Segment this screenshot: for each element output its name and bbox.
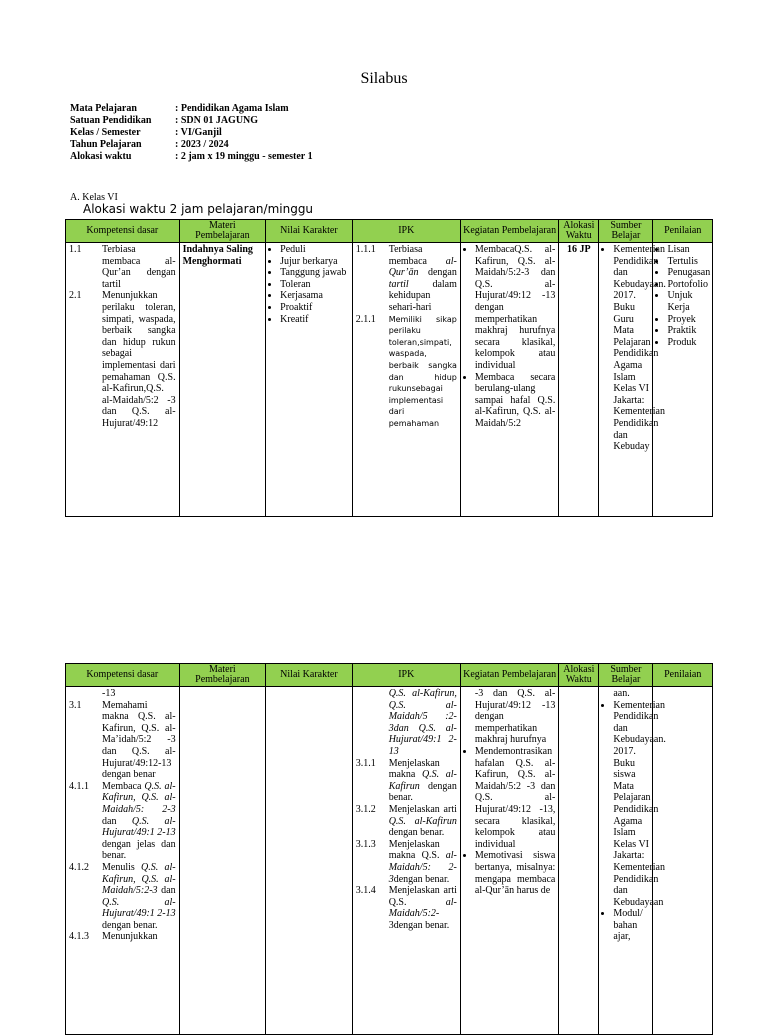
header-nilai-karakter: Nilai Karakter <box>266 664 353 687</box>
section-heading: A. Kelas VI <box>70 192 118 203</box>
ipk-text-part: dengan benar. <box>393 873 450 885</box>
meta-label: Satuan Pendidikan <box>70 115 152 126</box>
ipk-text-part: al-Maidah/5:2- <box>388 896 457 920</box>
kd-text <box>102 862 176 932</box>
cell-kegiatan <box>460 243 558 517</box>
ipk-text-part: al-Maidah/5: 2-3 <box>388 850 457 885</box>
sumber-continuation: aan. <box>613 688 630 699</box>
kd-continuation: -13 <box>102 688 116 699</box>
list-item: • Penugasan <box>667 267 709 279</box>
ipk-item <box>356 758 457 804</box>
header-kompetensi-dasar: Kompetensi dasar <box>66 220 180 243</box>
header-alokasi: Alokasi Waktu <box>559 664 599 687</box>
list-item: • Toleran <box>280 279 349 291</box>
cell-sumber <box>599 243 666 517</box>
kd-item <box>69 700 176 781</box>
ipk-text-part: dengan <box>418 267 457 279</box>
cell-alokasi: 16 JP <box>559 243 599 517</box>
ipk-item <box>356 244 457 314</box>
ipk-number: 3.1.1 <box>355 757 376 769</box>
page-title: Silabus <box>360 70 408 87</box>
kd-text: Terbiasa membaca al-Qur’an dengan tartil <box>102 244 176 290</box>
meta-label: Tahun Pelajaran <box>70 139 142 150</box>
ipk-text-part: Menjelaskan makna Q.S. <box>388 838 446 862</box>
ipk-text-part: dengan benar. <box>388 827 445 839</box>
kd-item <box>69 290 176 429</box>
kd-item <box>69 862 176 932</box>
meta-value: : SDN 01 JAGUNG <box>175 115 259 126</box>
ipk-item <box>356 314 457 430</box>
header-sumber: Sumber Belajar <box>599 664 653 687</box>
header-penilaian: Penilaian <box>653 664 713 687</box>
kd-number: 4.1.1 <box>69 780 89 792</box>
kegiatan-continuation: -3 dan Q.S. al-Hujurat/49:12 -13 dengan memperhatikan makhraj hurufnya <box>474 688 556 746</box>
kd-text-part: Menulis <box>102 861 142 873</box>
meta-row <box>70 139 313 151</box>
ipk-text-part: Q.S. al-Kafirun <box>388 769 457 792</box>
header-materi: Materi Pembelajaran <box>179 220 266 243</box>
list-item: • Proyek <box>667 314 709 326</box>
kd-item <box>69 244 176 290</box>
kd-number: 4.1.2 <box>69 861 89 873</box>
materi-text: Indahnya Saling Menghormati <box>182 244 253 267</box>
list-item: • Mendemontrasikan hafalan Q.S. al-Kafirun, Q.S. al-Maidah/5:2 -3 dan Q.S. al-Hujurat/49:12 -13, secara klasikal, kelompok atau individual <box>475 746 555 850</box>
penilaian-list <box>656 244 709 348</box>
table-row <box>66 687 713 1035</box>
kd-text-part: dan <box>157 885 176 897</box>
ipk-item <box>356 804 457 839</box>
meta-row <box>70 151 313 163</box>
header-kegiatan: Kegiatan Pembelajaran <box>460 220 558 243</box>
cell-kompetensi-dasar <box>66 687 180 1035</box>
list-item: • Kerjasama <box>280 290 349 302</box>
kd-item <box>69 781 176 862</box>
kd-number: 3.1 <box>69 699 82 711</box>
header-nilai-karakter: Nilai Karakter <box>266 220 353 243</box>
list-item: • Jujur berkarya <box>280 256 349 268</box>
sumber-list <box>602 244 666 453</box>
kegiatan-list <box>464 244 555 430</box>
cell-nilai-karakter <box>266 243 353 517</box>
ipk-text-part: 3dengan benar. <box>388 919 450 931</box>
alokasi-note: Alokasi waktu 2 jam pelajaran/minggu <box>83 202 314 216</box>
list-item: • Portofolio <box>667 279 709 291</box>
ipk-text-part: dengan benar. <box>388 780 457 804</box>
kd-number: 2.1 <box>69 290 82 302</box>
meta-row <box>70 115 313 127</box>
meta-value: : VI/Ganjil <box>175 127 222 138</box>
ipk-text-part: dalam kehidupan sehari-hari <box>388 278 457 313</box>
list-item: • Produk <box>667 337 709 349</box>
cell-kegiatan <box>460 687 558 1035</box>
cell-kompetensi-dasar <box>66 243 180 517</box>
list-item: • Memotivasi siswa bertanya, misalnya: mengapa membaca al-Qur’ān harus de <box>475 850 555 896</box>
header-alokasi: Alokasi Waktu <box>559 220 599 243</box>
list-item: • Modul/ bahan ajar, <box>613 908 649 943</box>
table-row <box>66 243 713 517</box>
header-ipk: IPK <box>352 220 460 243</box>
header-materi: Materi Pembelajaran <box>179 664 266 687</box>
kd-text-part: Membaca <box>102 780 145 792</box>
ipk-text-part: Terbiasa membaca <box>388 244 446 267</box>
list-item: • Proaktif <box>280 302 349 314</box>
kd-text-part: Q.S. al-Hujurat/49:1 2-13 <box>102 815 176 839</box>
ipk-number: 1.1.1 <box>355 244 376 255</box>
kegiatan-list <box>464 746 555 897</box>
kd-text <box>102 781 176 862</box>
ipk-item <box>356 839 457 885</box>
syllabus-table-2 <box>65 663 713 1035</box>
list-item: • MembacaQ.S. al-Kafirun, Q.S. al-Maidah/5:2-3 dan Q.S. al-Hujurat/49:12 -13 dengan memperhatikan makhraj hurufnya secara klasikal, kelompok atau individual <box>475 244 555 372</box>
header-ipk: IPK <box>352 664 460 687</box>
meta-value: : Pendidikan Agama Islam <box>175 103 289 114</box>
list-item: • Kementerian Pendidikan dan Kebudayaan. 2017. Buku Guru Mata Pelajaran Pendidikan Agama Islam Kelas VI Jakarta: Kementerian Pendidikan dan Kebuday <box>613 244 649 453</box>
kd-text-part: dengan jelas dan benar. <box>102 838 176 862</box>
ipk-text-part: Menjelaskan arti Q.S. <box>388 885 457 908</box>
ipk-number: 3.1.3 <box>355 838 376 850</box>
kd-item <box>69 931 176 943</box>
ipk-number: 3.1.2 <box>355 803 376 815</box>
meta-value: : 2 jam x 19 minggu - semester 1 <box>175 151 313 162</box>
ipk-text-part: Q.S. al-Kafirun, Q.S. al-Maidah/5 :2-3dan Q.S. al-Hujurat/49:1 2-13 <box>388 688 457 757</box>
ipk-text-part: Q.S. al-Kafirun <box>388 815 457 827</box>
document-meta <box>70 103 313 163</box>
kd-text-part: dan <box>102 815 132 827</box>
ipk-text <box>389 839 457 885</box>
list-item: • Unjuk Kerja <box>667 290 709 313</box>
ipk-text <box>389 885 457 931</box>
list-item: • Membaca secara berulang-ulang sampai hafal Q.S. al-Kafirun, Q.S. al-Maidah/5:2 <box>475 372 555 430</box>
meta-row <box>70 127 313 139</box>
cell-ipk <box>352 243 460 517</box>
header-penilaian: Penilaian <box>653 220 713 243</box>
kd-text-part: Q.S. al-Kafirun, Q.S. al-Maidah/5:2-3 <box>102 861 176 897</box>
cell-sumber <box>599 687 666 1035</box>
kd-text: Menunjukkan <box>102 931 158 943</box>
meta-label: Alokasi waktu <box>70 151 132 162</box>
kd-number: 4.1.3 <box>69 931 89 943</box>
header-row <box>66 220 713 243</box>
list-item: • Kementerian Pendidikan dan Kebudayaan. 2017. Buku siswa Mata Pelajaran Pendidikan Agama Islam Kelas VI Jakarta: Kementerian Pendidikan dan Kebudayaan <box>613 700 649 909</box>
kd-text: Memahami makna Q.S. al-Kafirun, Q.S. al-Ma’idah/5:2 -3 dan Q.S. al-Hujurat/49:12-13 dengan benar <box>102 699 176 781</box>
header-sumber: Sumber Belajar <box>599 220 653 243</box>
ipk-text-part: tartil <box>388 278 409 290</box>
ipk-item <box>356 885 457 931</box>
ipk-continuation <box>356 688 457 758</box>
kd-text-part: Q.S. al-Hujurat/49:1 2-13 <box>102 896 176 920</box>
cell-nilai-karakter <box>266 687 353 1035</box>
ipk-text: Memiliki sikap perilaku toleran,simpati, waspada, berbaik sangka dan hidup rukunsebagai implementasi dari pemahaman <box>388 314 457 428</box>
ipk-text <box>389 244 457 314</box>
kd-text: Menunjukkan perilaku toleran, simpati, waspada, berbaik sangka dan hidup rukun sebagai implementasi dari pemahaman Q.S. al-Kafirun,Q.S. al-Maidah/5:2 -3 dan Q.S. al-Hujurat/49:12 <box>102 290 176 429</box>
meta-value: : 2023 / 2024 <box>175 139 229 150</box>
sumber-list <box>602 699 666 943</box>
list-item: • Lisan <box>667 244 709 256</box>
header-kompetensi-dasar: Kompetensi dasar <box>66 664 180 687</box>
ipk-text-part: al-Qur’ān <box>388 255 457 279</box>
cell-alokasi <box>559 687 599 1035</box>
cell-ipk <box>352 687 460 1035</box>
ipk-text-part: Menjelaskan makna <box>388 757 440 781</box>
header-row <box>66 664 713 687</box>
cell-materi <box>179 687 266 1035</box>
ipk-number: 3.1.4 <box>355 885 376 897</box>
list-item: • Tanggung jawab <box>280 267 349 279</box>
kd-number: 1.1 <box>69 244 82 255</box>
meta-row <box>70 103 313 115</box>
ipk-text-part: Menjelaskan arti <box>388 803 457 815</box>
list-item: • Praktik <box>667 325 709 337</box>
list-item: • Tertulis <box>667 256 709 268</box>
syllabus-table-1 <box>65 219 713 517</box>
list-item: • Peduli <box>280 244 349 256</box>
ipk-text <box>389 804 457 839</box>
kd-text-part: dengan benar. <box>102 919 158 931</box>
ipk-text <box>389 758 457 804</box>
ipk-number: 2.1.1 <box>355 313 376 325</box>
meta-label: Mata Pelajaran <box>70 103 137 114</box>
header-kegiatan: Kegiatan Pembelajaran <box>460 664 558 687</box>
nilai-list <box>269 244 349 325</box>
list-item: • Kreatif <box>280 314 349 326</box>
kd-text-part: Q.S. al-Kafirun, Q.S. al-Maidah/5: 2-3 <box>102 780 176 815</box>
cell-materi <box>179 243 266 517</box>
meta-label: Kelas / Semester <box>70 127 141 138</box>
